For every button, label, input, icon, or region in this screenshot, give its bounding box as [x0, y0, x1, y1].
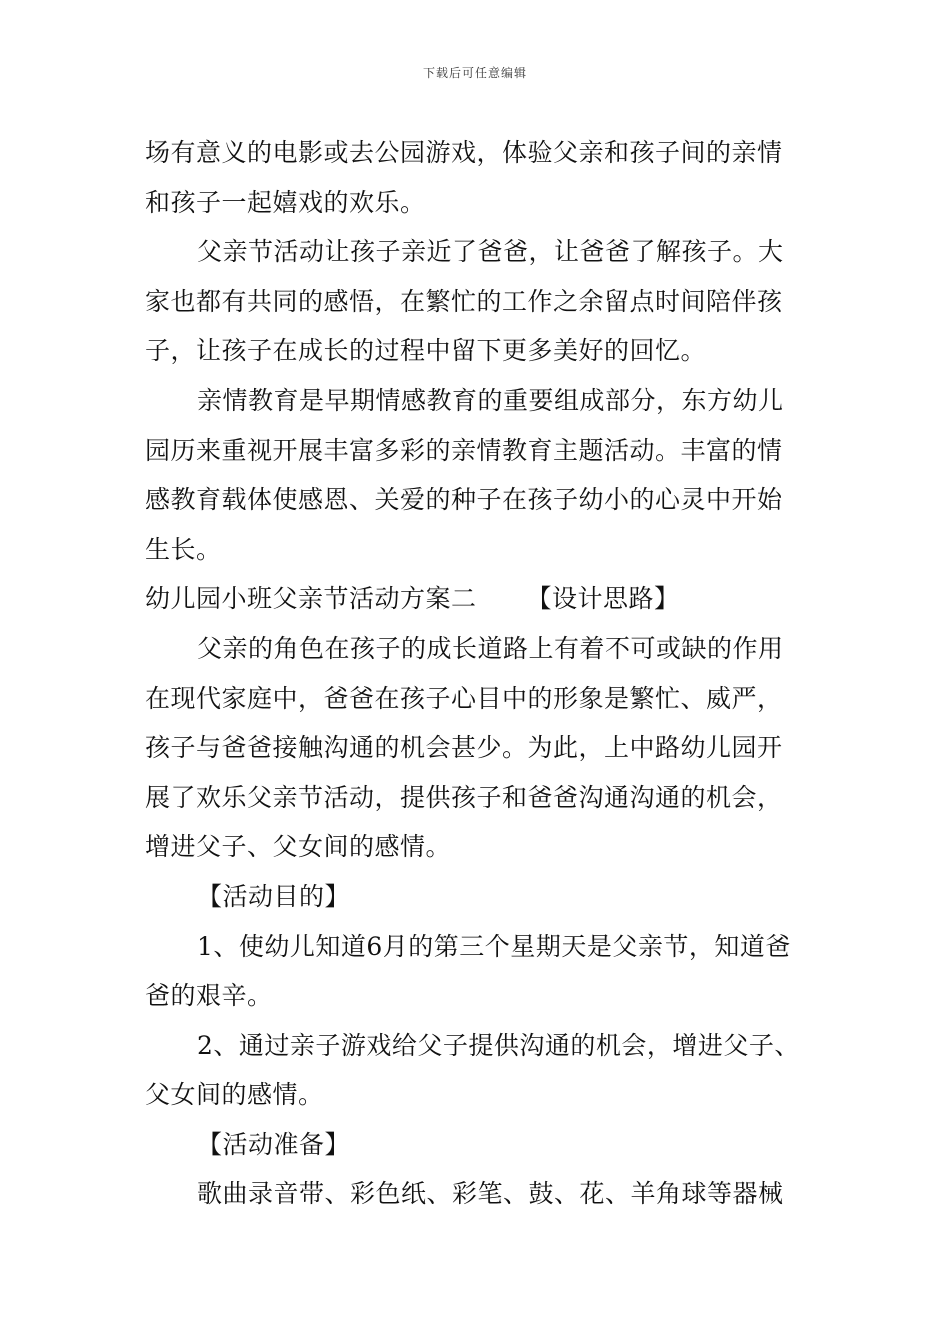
paragraph-start: 歌曲录音带、彩色纸、彩笔、鼓、花、羊角球等器械	[197, 1179, 784, 1209]
text-line: 子，让孩子在成长的过程中留下更多美好的回忆。	[145, 336, 707, 366]
text-line: 和孩子一起嬉戏的欢乐。	[145, 187, 426, 217]
page-header: 下载后可任意编辑	[422, 66, 527, 80]
text-line: 展了欢乐父亲节活动，提供孩子和爸爸沟通沟通的机会，	[145, 782, 783, 812]
text-line: 爸的艰辛。	[145, 981, 273, 1011]
section-title: 幼儿园小班父亲节活动方案二	[145, 584, 477, 614]
text-line: 生长。	[145, 534, 222, 564]
text-line: 家也都有共同的感悟，在繁忙的工作之余留点时间陪伴孩	[145, 286, 783, 316]
text-line: 场有意义的电影或去公园游戏，体验父亲和孩子间的亲情	[145, 138, 783, 167]
section-heading	[145, 574, 810, 624]
text-line: 增进父子、父女间的感情。	[145, 832, 452, 862]
document-body	[145, 128, 810, 1219]
list-item: 1、使幼儿知道6月的第三个星期天是父亲节，知道爸	[197, 931, 791, 961]
list-item: 2、通过亲子游戏给父子提供沟通的机会，增进父子、	[197, 1030, 800, 1060]
paragraph-start: 亲情教育是早期情感教育的重要组成部分，东方幼儿	[197, 385, 784, 415]
text-line: 孩子与爸爸接触沟通的机会甚少。为此，上中路幼儿园开	[145, 733, 783, 763]
paragraph-start: 父亲节活动让孩子亲近了爸爸，让爸爸了解孩子。大	[197, 237, 784, 267]
text-line: 父女间的感情。	[145, 1080, 324, 1110]
text-line: 园历来重视开展丰富多彩的亲情教育主题活动。丰富的情	[145, 435, 783, 465]
subheading-goals: 【活动目的】	[197, 881, 351, 911]
subheading-preparation: 【活动准备】	[197, 1129, 351, 1159]
text-line: 在现代家庭中，爸爸在孩子心目中的形象是繁忙、威严，	[145, 683, 783, 713]
paragraph-start: 父亲的角色在孩子的成长道路上有着不可或缺的作用	[197, 633, 784, 663]
section-subtitle: 【设计思路】	[526, 584, 680, 614]
text-line: 感教育载体使感恩、关爱的种子在孩子幼小的心灵中开始	[145, 485, 783, 515]
